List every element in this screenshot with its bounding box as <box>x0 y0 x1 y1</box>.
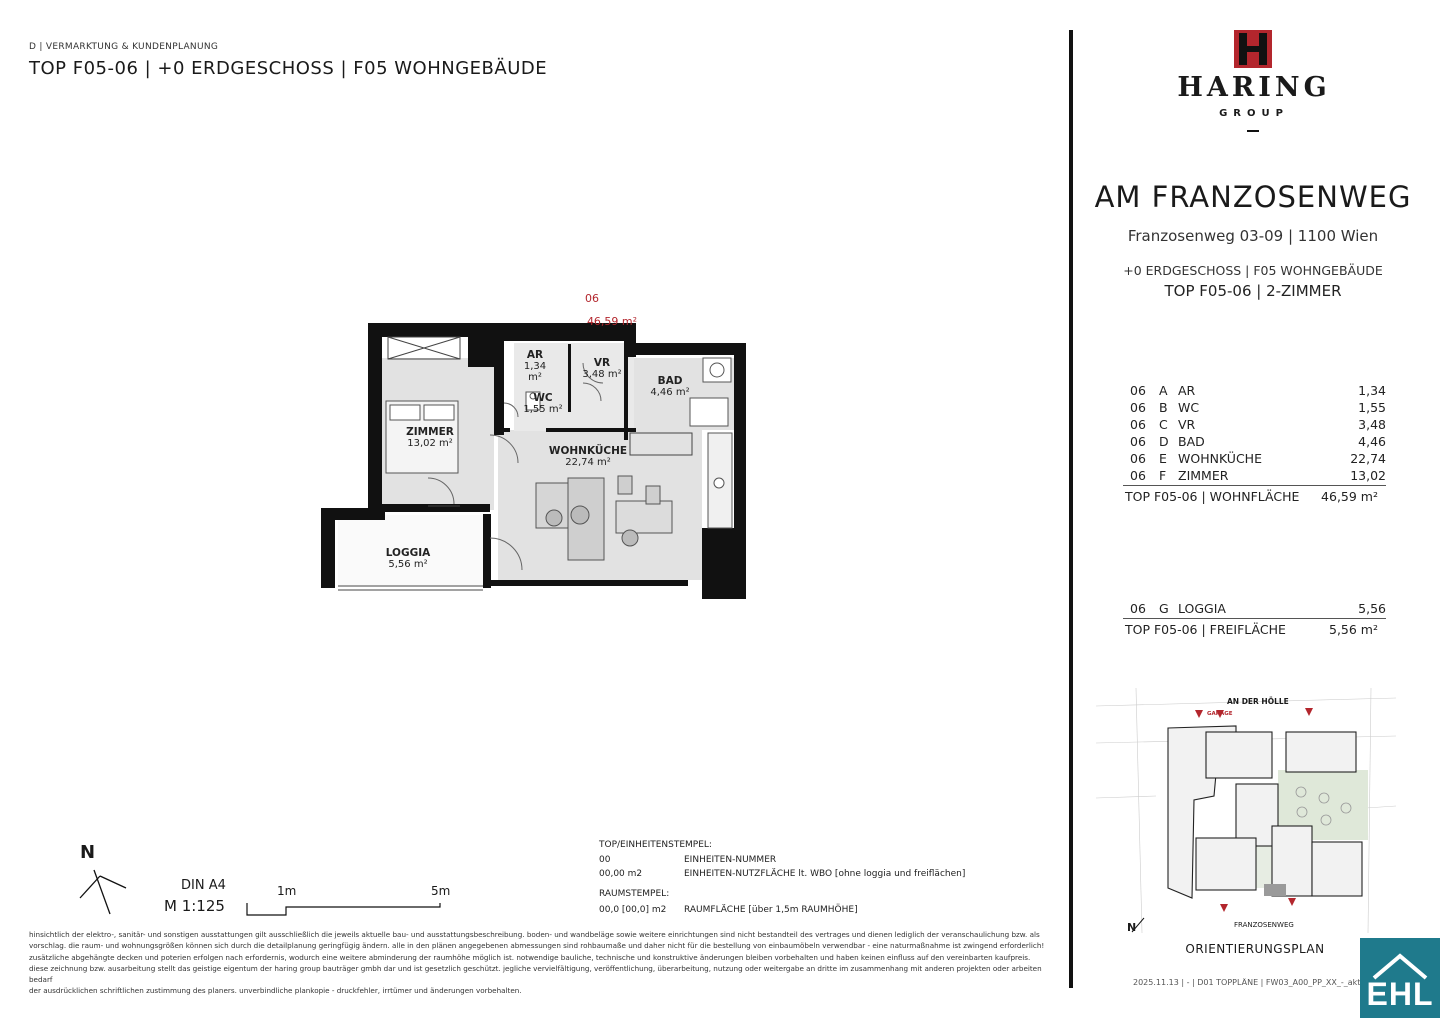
area-letter: E <box>1159 451 1167 466</box>
area-name: WOHNKÜCHE <box>1178 451 1262 466</box>
orientation-title: ORIENTIERUNGSPLAN <box>1185 942 1325 956</box>
area-top: 06 <box>1130 468 1146 483</box>
haring-logo-icon <box>1234 30 1272 68</box>
room-area: 3,48 m² <box>582 369 622 380</box>
area-name: AR <box>1178 383 1196 398</box>
disclaimer <box>29 929 1054 997</box>
outdoor-area-total <box>1123 618 1386 641</box>
project-unit: TOP F05-06 | 2-ZIMMER <box>1164 282 1342 300</box>
project-name: AM FRANZOSENWEG <box>1094 180 1412 214</box>
plan-unit-area: 46,59 m² <box>586 315 638 328</box>
disclaimer-line: vorschlag. die raum- und wohnungsgrößen können sich durch die detailplanung geringfügig ändern. alle in den plänen angegebenen abmessungen sind rohbaumaße und daher nicht für die bestellung von einbaumöbeln verwendbar - eine naturmaßnahme ist zwingend erforderlich! <box>29 941 1045 951</box>
room-name: WC <box>533 392 553 404</box>
room-name: BAD <box>657 375 683 387</box>
area-letter: F <box>1159 468 1167 483</box>
street-label-top: AN DER HÖLLE <box>1227 697 1289 706</box>
disclaimer-line: hinsichtlich der elektro-, sanitär- und sonstigen ausstattungen gilt ausschließlich die jeweils aktuelle bau- und ausstattungsbeschreibung. boden- und wandbeläge sowie weitere einrichtungen sind nicht bestandteil des vertrages und dienen lediglich der veranschaulichung bzw. als <box>29 930 1040 939</box>
revision-line: 2025.11.13 | - | D01 TOPPLÄNE | FW03_A00_PP_XX_-_akt <box>1133 978 1361 987</box>
area-row <box>1130 417 1386 434</box>
area-top: 06 <box>1130 601 1146 616</box>
room-area: 1,55 m² <box>523 404 563 415</box>
logo-subtitle: GROUP <box>1219 108 1289 119</box>
orientation-plan <box>1096 688 1396 933</box>
tag-garage: GARAGE <box>1207 711 1233 717</box>
total-label: TOP F05-06 | WOHNFLÄCHE <box>1125 489 1300 504</box>
paper-size: DIN A4 <box>181 878 226 893</box>
area-top: 06 <box>1130 417 1146 432</box>
legend-room-desc: RAUMFLÄCHE [über 1,5m RAUMHÖHE] <box>684 905 858 915</box>
room-label-bad <box>648 375 692 398</box>
area-row <box>1130 400 1386 417</box>
logo-underline <box>1247 130 1259 132</box>
room-area: 22,74 m² <box>565 457 611 468</box>
total-value: 46,59 m² <box>1321 489 1378 504</box>
area-letter: G <box>1159 601 1169 616</box>
room-name: WOHNKÜCHE <box>548 445 628 457</box>
room-name: AR <box>526 349 544 361</box>
room-name: VR <box>593 357 611 369</box>
area-top: 06 <box>1130 383 1146 398</box>
disclaimer-line: diese zeichnung bzw. ausarbeitung stellt das geistige eigentum der haring group bauträger gmbh dar und ist gesetzlich geschützt. jegliche vervielfältigung, veröffentlichung, überarbeitung, nutzung oder weitergabe an dritte im zusammenhang mit anderen projekten oder arbeiten bedarf <box>29 963 1042 985</box>
area-value: 3,48 <box>1358 417 1386 432</box>
disclaimer-line: der ausdrücklichen schriftlichen zustimmung des planers. unverbindliche plankopie - druckfehler, irrtümer und änderungen vorbehalten. <box>29 986 522 996</box>
area-name: VR <box>1178 417 1196 432</box>
area-name: LOGGIA <box>1178 601 1226 616</box>
room-label-wc <box>520 392 566 415</box>
area-name: BAD <box>1178 434 1205 449</box>
legend-area-desc: EINHEITEN-NUTZFLÄCHE lt. WBO [ohne loggia und freiflächen] <box>684 869 966 879</box>
total-label: TOP F05-06 | FREIFLÄCHE <box>1125 622 1286 637</box>
room-label-wohnkueche <box>548 445 628 468</box>
north-label: N <box>80 842 96 863</box>
room-label-loggia <box>380 547 436 570</box>
area-value: 22,74 <box>1350 451 1386 466</box>
unit-highlight <box>1264 884 1286 896</box>
legend-stamp-title: TOP/EINHEITENSTEMPEL: <box>599 840 712 850</box>
area-row <box>1130 468 1386 485</box>
room-name: LOGGIA <box>385 547 431 559</box>
room-name: ZIMMER <box>406 426 454 438</box>
project-address: Franzosenweg 03-09 | 1100 Wien <box>1127 227 1379 245</box>
orient-north-label: N <box>1127 921 1137 934</box>
room-label-ar <box>520 349 550 383</box>
area-value: 13,02 <box>1350 468 1386 483</box>
area-top: 06 <box>1130 451 1146 466</box>
area-row <box>1130 383 1386 400</box>
area-letter: A <box>1159 383 1168 398</box>
legend-area-code: 00,00 m2 <box>599 869 643 879</box>
area-value: 1,55 <box>1358 400 1386 415</box>
ehl-wordmark: EHL <box>1366 976 1434 1012</box>
living-area-total <box>1123 485 1386 508</box>
area-letter: C <box>1159 417 1168 432</box>
scale-bar <box>246 902 456 918</box>
area-top: 06 <box>1130 434 1146 449</box>
logo-wordmark: HARING <box>1177 72 1331 103</box>
area-value: 5,56 <box>1358 601 1386 616</box>
scale-ratio: M 1:125 <box>164 897 225 915</box>
plan-unit-number: 06 <box>585 292 599 305</box>
legend-num-code: 00 <box>599 855 611 865</box>
room-area: 13,02 m² <box>407 438 453 449</box>
room-area: 4,46 m² <box>650 387 690 398</box>
total-value: 5,56 m² <box>1329 622 1378 637</box>
room-area: 5,56 m² <box>388 559 428 570</box>
project-floor: +0 ERDGESCHOSS | F05 WOHNGEBÄUDE <box>1123 263 1383 278</box>
outdoor-row <box>1130 601 1386 618</box>
area-name: WC <box>1178 400 1200 415</box>
area-name: ZIMMER <box>1178 468 1229 483</box>
legend-room-code: 00,0 [00,0] m2 <box>599 905 667 915</box>
scale-tick-5m: 5m <box>431 884 451 898</box>
room-label-zimmer <box>402 426 458 449</box>
area-value: 4,46 <box>1358 434 1386 449</box>
area-top: 06 <box>1130 400 1146 415</box>
area-value: 1,34 <box>1358 383 1386 398</box>
ehl-logo <box>1360 938 1440 1018</box>
disclaimer-line: zusätzliche abgehängte decken und poterien erfolgen nach erfordernis, wodurch eine weitere abminderung der raumhöhe möglich ist. notwendige bauliche, technische und konstruktive änderungen bleiben vorbehalten und haben keinen einfluss auf den vereinbarten kaufpreis. <box>29 952 1031 962</box>
area-row <box>1130 451 1386 468</box>
area-letter: B <box>1159 400 1168 415</box>
room-label-vr <box>580 357 624 380</box>
legend-num-desc: EINHEITEN-NUMMER <box>684 855 777 865</box>
street-label-bottom: FRANZOSENWEG <box>1234 921 1294 929</box>
legend-room-title: RAUMSTEMPEL: <box>599 889 670 899</box>
area-row <box>1130 434 1386 451</box>
kitchen-counter <box>708 433 732 528</box>
vertical-divider <box>1069 30 1073 988</box>
area-letter: D <box>1159 434 1169 449</box>
scale-tick-1m: 1m <box>277 884 297 898</box>
room-area: 1,34 m² <box>523 361 547 383</box>
page-title: TOP F05-06 | +0 ERDGESCHOSS | F05 WOHNGEBÄUDE <box>29 58 548 79</box>
section-label: D | VERMARKTUNG & KUNDENPLANUNG <box>29 42 219 52</box>
